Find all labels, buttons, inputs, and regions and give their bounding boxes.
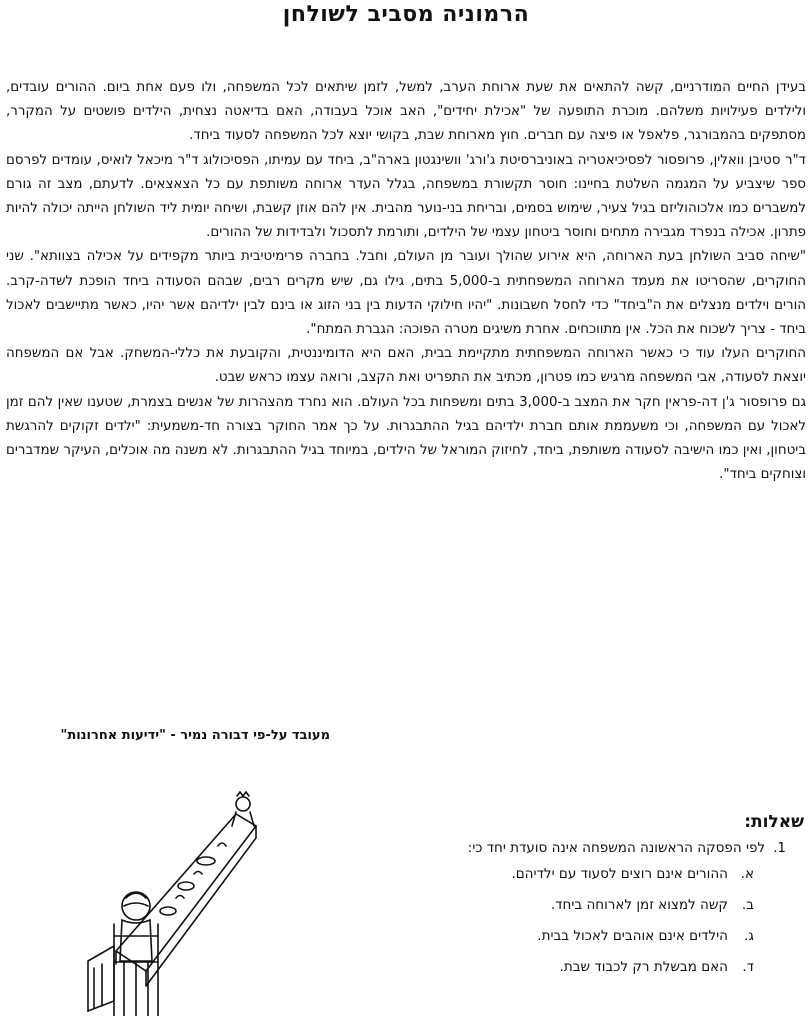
option-text: קשה למצוא זמן לארוחה ביחד. <box>550 897 728 913</box>
option-text: ההורים אינם רוצים לסעוד עם ילדיהם. <box>511 866 728 882</box>
question-item <box>204 840 786 856</box>
answer-option[interactable] <box>204 928 754 959</box>
answer-option[interactable] <box>204 866 754 897</box>
paragraph-1: בעידן החיים המודרניים, קשה להתאים את שעת ארוחת הערב, למשל, לזמן שיתאים לכל המשפחה, ולו פעם אחת ביום. ההורים עובדים, ולילדים פעילויות משלהם. מוכרת התופעה של "אכילת יחידים", האב אוכל בעבודה, האם בדיאטה נצחית, הילדים פושטים על המקרר, מסתפקים בהמבורגר, פלאפל או פיצה עם חברים. חוץ מארוחת שבת, בקושי יוצא לכל המשפחה לסעוד ביחד. <box>6 80 806 144</box>
questions-heading: שאלות: <box>744 812 804 832</box>
option-marker: ב. <box>741 897 754 913</box>
questions-section <box>204 812 804 990</box>
question-number: 1. <box>773 840 786 856</box>
option-marker: ד. <box>742 959 754 975</box>
option-text: הילדים אינם אוהבים לאכול בבית. <box>537 928 728 944</box>
paragraph-2: ד"ר סטיבן וואלין, פרופסור לפסיכיאטריה באוניברסיטת ג'ורג' וושינגטון בארה"ב, ביחד עם עמיתו, הפסיכולוג ד"ר מיכאל לואיס, עומדים לפרסם ספר שיצביע על המגמה השלטת בחיינו: חוסר תקשורת במשפחה, בגלל העדר ארוחה משותפת עם כל הצאצאים. לדעתם, מצב זה גורם למשברים כמו אלכוהוליזם בגיל צעיר, שימוש בסמים, ובריחת בני-נוער מהבית. אין להם אוזן קשבת, ושיחה יומית ליד השולחן הייתה יכולה להיות פתרון. אכילה בנפרד מגבירה מתחים וחוסר ביטחון עצמי של הילדים, ותורמת לתסכול ולבדידות של ההורים. <box>6 152 806 241</box>
answer-options <box>204 866 804 990</box>
article-title: הרמוניה מסביב לשולחן <box>282 2 530 27</box>
option-marker: א. <box>740 866 754 882</box>
answer-option[interactable] <box>204 959 754 990</box>
article-body <box>6 76 806 487</box>
option-text: האם מבשלת רק לכבוד שבת. <box>559 959 728 975</box>
paragraph-4: החוקרים העלו עוד כי כאשר הארוחה המשפחתית מתקיימת בבית, האם היא הדומיננטית, והקובעת את כללי-המשחק. אבל אם המשפחה יוצאת לסעודה, אבי המשפחה מרגיש כמו פטרון, מכתיב את התפריט ואת הקצב, ורואה עצמו כראש שבט. <box>6 346 806 386</box>
answer-option[interactable] <box>204 897 754 928</box>
question-text: לפי הפסקה הראשונה המשפחה אינה סועדת יחד כי: <box>467 840 766 856</box>
option-marker: ג. <box>744 928 754 944</box>
paragraph-3: "שיחה סביב השולחן בעת הארוחה, היא אירוע שהולך ועובר מן העולם, וחבל. בחברה פרימיטיבית ביותר מקפידים על אכילה בצוותא". שני החוקרים, שהסריטו את מעמד הארוחה המשפחתית ב-5,000 בתים, גילו גם, שיש מקרים רבים, שבהם הסעודה ביחד הופכת לשדה-קרב. הורים וילדים מנצלים את ה"ביחד" כדי לחסל חשבונות. "יהיו חילוקי הדעות בין בני הזוג או בינם לבין ילדיהם אשר יהיו, כאשר מתיישבים לאכול ביחד - צריך לשכוח את הכל. אין מתווכחים. אחרת משיגים מטרה הפוכה: הגברת המתח". <box>6 249 806 338</box>
paragraph-5: גם פרופסור ג'ן דה-פראין חקר את המצב ב-3,000 בתים ומשפחות בכל העולם. הוא נחרד מהצהרות של אנשים בצמרת, שטענו שאין להם זמן לאכול עם המשפחה, וכי משעממת אותם חברת ילדיהם בגיל ההתבגרות. על כך אמר החוקר בצורה חד-משמעית: "ילדים זקוקים להרגשת ביטחון, ואין כמו הישיבה לסעודה משותפת, ביחד, לחיזוק המוראל של הילדים, במיוחד בגיל ההתבגרות. לא משנה מה אוכלים, העיקר שמדברים וצוחקים ביחד". <box>6 394 806 483</box>
source-credit: מעובד על-פי דבורה נמיר - "ידיעות אחרונות" <box>60 728 330 743</box>
